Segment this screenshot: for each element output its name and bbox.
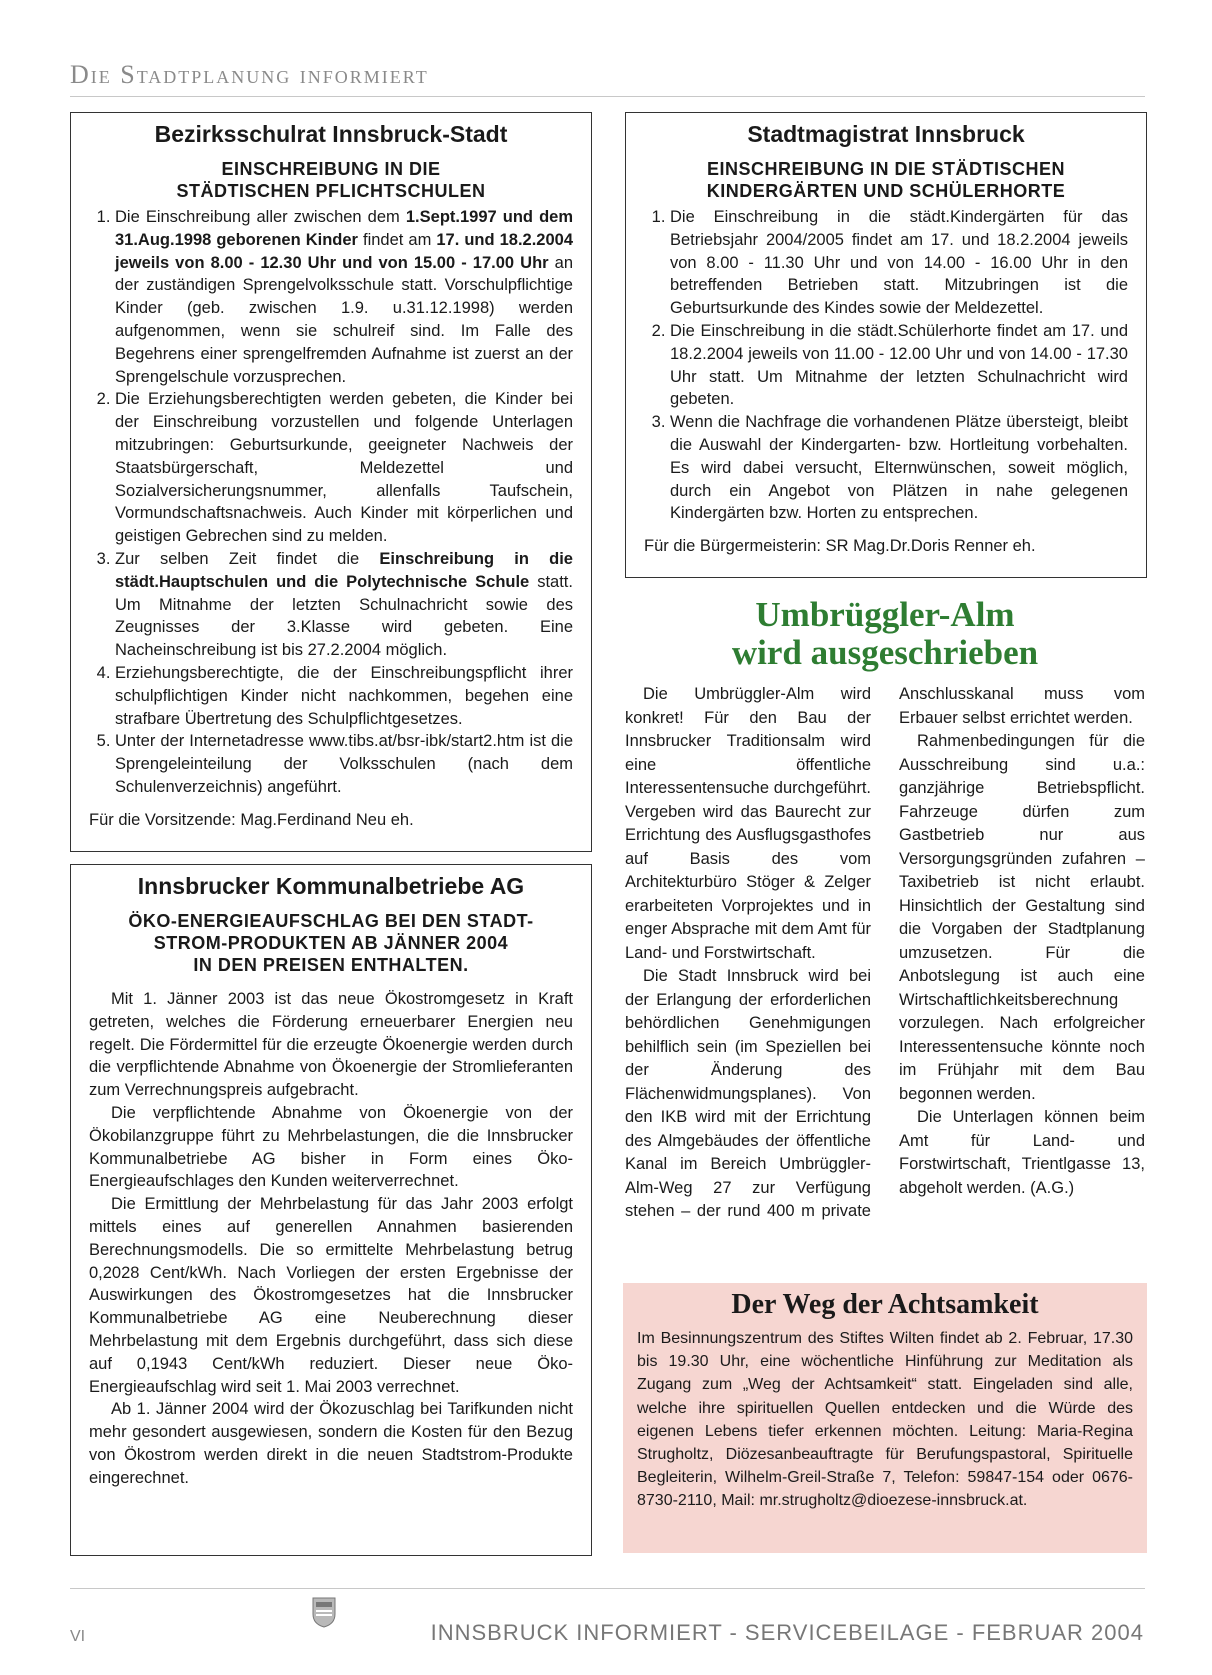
school-box-subtitle: EINSCHREIBUNG IN DIE STÄDTISCHEN PFLICHTSCHULEN: [176, 159, 486, 201]
ikb-body: [89, 988, 573, 1490]
footer-publication: INNSBRUCK INFORMIERT - SERVICEBEILAGE - FEBRUAR 2004: [430, 1620, 1144, 1645]
ikb-box-subtitle: ÖKO-ENERGIEAUFSCHLAG BEI DEN STADT- STROM-PRODUKTEN AB JÄNNER 2004 IN DEN PREISEN ENTHALTEN.: [128, 911, 534, 975]
school-list: [89, 206, 573, 799]
alm-paragraph: Rahmenbedingungen für die Ausschreibung sind u.a.: ganzjährige Betriebspflicht. Fahrzeuge dürfen zum Gastbetrieb nur aus Versorgungsgründen zufahren – Taxibetrieb ist nicht erlaubt. Hinsichtlich der Gestaltung sind die Vorgaben der Stadtplanung umzusetzen. Für die Anbotslegung ist auch eine Wirtschaftlichkeitsberechnung vorzulegen. Nach erfolgreicher Interessentensuche könnte noch im Frühjahr mit dem Bau begonnen werden.: [899, 732, 1145, 1103]
list-item: [115, 730, 573, 798]
achtsamkeit-box: [623, 1283, 1147, 1553]
school-box-title: Bezirksschulrat Innsbruck-Stadt: [154, 121, 508, 147]
text-run: Erziehungsberechtigte, die der Einschreibungspflicht ihrer schulpflichtigen Kinder nicht nachkommen, begehen eine strafbare Übertretung des Schulpflichtgesetzes.: [115, 663, 573, 728]
text-run: an der zuständigen Sprengelvolksschule statt. Vorschulpflichtige Kinder (geb. zwischen 1.9. u.31.12.1998) werden aufgenommen, wenn sie schulreif sind. Im Falle des Begehrens einer sprengelfremden Aufnahme ist zuerst an der Sprengelschule vorzusprechen.: [115, 253, 573, 386]
text-run: Zur selben Zeit findet die: [115, 549, 380, 568]
ikb-paragraph: Die Ermittlung der Mehrbelastung für das Jahr 2003 erfolgt mittels eines auf generellen Annahmen basierenden Berechnungsmodells. Die so ermittelte Mehrbelastung betrug 0,2028 Cent/kWh. Nach Vorliegen der ersten Ergebnisse der Auswirkungen des Ökostromgesetzes hat die Innsbrucker Kommunalbetriebe AG eine Neuberechnung dieser Mehrbelastung mit dem Ergebnis durchgeführt, dass sich diese auf 0,1943 Cent/kWh reduziert. Dieser neue Öko-Energieaufschlag wird seit 1. Mai 2003 verrechnet.: [89, 1195, 573, 1396]
innsbruck-crest-icon: [311, 1596, 337, 1628]
bold-text: 1.Sept.1997 und dem 31.Aug.1998 geborenen Kinder: [115, 208, 574, 249]
ikb-paragraph: Ab 1. Jänner 2004 wird der Ökozuschlag bei Tarifkunden nicht mehr gesondert ausgewiesen, sondern die Kosten für den Bezug von Ökostrom werden direkt in die neuen Stadtstrom-Produkte eingerechnet.: [89, 1400, 573, 1487]
text-run: statt. Um Mitnahme der letzten Schulnachricht sowie des Zeugnisses der 3.Klasse wird gebeten. Eine Nacheinschreibung ist bis 27.2.2004 möglich.: [115, 572, 573, 660]
page-header: Die Stadtplanung informiert: [70, 60, 429, 89]
alm-paragraph: Die Umbrüggler-Alm wird konkret! Für den Bau der Innsbrucker Traditionsalm wird eine öffentliche Interessentensuche durchgeführt. Vergeben wird das Baurecht zur Errichtung des Ausflugsgasthofes auf Basis des vom Architekturbüro Stöger & Zelger erarbeiteten Vorprojektes und in enger Absprache mit dem Amt für Land- und Forstwirtschaft.: [625, 685, 871, 962]
list-item: [115, 662, 573, 730]
header-divider: [70, 96, 1145, 97]
magistrat-box-subtitle: EINSCHREIBUNG IN DIE STÄDTISCHEN KINDERGÄRTEN UND SCHÜLERHORTE: [706, 159, 1066, 201]
ikb-paragraph: Mit 1. Jänner 2003 ist das neue Ökostromgesetz in Kraft getreten, welches die Förderung erneuerbarer Energien neu regelt. Die Fördermittel für die erzeugte Ökoenergie werden durch die verpflichtende Abnahme von Ökoenergie der Stromlieferanten zum Verrechnungspreis aufgebracht.: [89, 990, 573, 1100]
bold-text: 17. und 18.2.2004 jeweils von 8.00 - 12.30 Uhr und von 15.00 - 17.00 Uhr: [115, 230, 573, 272]
list-item: [115, 548, 573, 662]
achtsamkeit-title: Der Weg der Achtsamkeit: [731, 1289, 1039, 1320]
list-item: 2. Die Einschreibung in die städt.Schülerhorte findet am 17. und 18.2.2004 jeweils von 11.00 - 12.00 Uhr und von 14.00 - 17.30 Uhr statt. Um Mitnahme der letzten Schulnachricht wird gebeten.: [670, 320, 1128, 411]
list-item: 1. Die Einschreibung in die städt.Kindergärten für das Betriebsjahr 2004/2005 findet am 17. und 18.2.2004 jeweils von 8.00 - 11.30 Uhr und von 14.00 - 16.00 Uhr in den betreffenden Betrieben statt. Mitzubringen ist die Geburtsurkunde des Kindes sowie der Meldezettel.: [670, 206, 1128, 320]
magistrat-box: [625, 112, 1147, 578]
school-signature: Für die Vorsitzende: Mag.Ferdinand Neu eh.: [89, 810, 414, 829]
magistrat-signature: Für die Bürgermeisterin: SR Mag.Dr.Doris Renner eh.: [644, 537, 1036, 556]
alm-article-body: [625, 683, 1145, 1265]
bold-text: Einschreibung in die städt.Hauptschulen und die Polytechnische Schule: [115, 549, 573, 591]
page-number: VI: [70, 1628, 86, 1645]
magistrat-list: [644, 206, 1128, 525]
ikb-paragraph: Die verpflichtende Abnahme von Ökoenergie von der Ökobilanzgruppe führt zu Mehrbelastungen, die die Innsbrucker Kommunalbetriebe AG bisher in Form eines Öko-Energieaufschlages den Kunden weiterverrechnet.: [89, 1103, 573, 1191]
alm-paragraph: Die Unterlagen können beim Amt für Land- und Forstwirtschaft, Trientlgasse 13, abgeholt werden. (A.G.): [899, 1108, 1145, 1197]
achtsamkeit-text: Im Besinnungszentrum des Stiftes Wilten findet ab 2. Februar, 17.30 bis 19.30 Uhr, eine wöchentliche Hinführung zur Meditation als Zugang zum „Weg der Achtsamkeit“ statt. Eingeladen sind alle, welche ihre spirituellen Quellen entdecken und die Würde des eigenen Lebens tiefer erkennen möchten. Leitung: Maria-Regina Strugholtz, Diözesanbeauftragte für Berufungspastoral, Spirituelle Begleiterin, Wilhelm-Greil-Straße 7, Telefon: 59847-154 oder 0676-8730-2110, Mail: mr.strugholtz@dioezese-innsbruck.at.: [637, 1330, 1133, 1510]
list-item: 3. Wenn die Nachfrage die vorhandenen Plätze übersteigt, bleibt die Auswahl der Kindergarten- bzw. Hortleitung vorbehalten. Es wird dabei versucht, Elternwünschen, soweit möglich, durch ein Angebot von Plätzen in nahe gelegenen Kindergärten bzw. Horten zu entsprechen.: [670, 411, 1128, 525]
ikb-box: [70, 864, 592, 1556]
text-run: Die Einschreibung aller zwischen dem: [115, 208, 406, 226]
alm-headline: Umbrüggler-Alm wird ausgeschrieben: [731, 595, 1039, 672]
magistrat-box-title: Stadtmagistrat Innsbruck: [747, 121, 1025, 147]
alm-paragraph: Die Stadt Innsbruck wird bei der Erlangung der erforderlichen behördlichen Genehmigungen behilflich sein (im Speziellen bei der Änderung des Flächenwidmungsplanes). Von den IKB wird mit der Errichtung des Almgebäudes der öffentliche Kanal im Bereich Umbrüggler-Alm-Weg 27 zur Verfügung stehen – der rund 400 m private Anschlusskanal muss vom Erbauer selbst errichtet werden.: [625, 685, 1145, 1220]
ikb-box-title: Innsbrucker Kommunalbetriebe AG: [137, 873, 525, 899]
list-item: [115, 206, 573, 388]
school-box: [70, 112, 592, 852]
list-item: [115, 388, 573, 548]
text-run: Die Erziehungsberechtigten werden gebeten, die Kinder bei der Einschreibung vorzustellen und folgende Unterlagen mitzubringen: Geburtsurkunde, geeigneter Nachweis der Staatsbürgerschaft, Meldezettel und Sozialversicherungsnummer, allenfalls Taufschein, Vormundschaftsnachweis. Auch Kinder mit körperlichen und geistigen Gebrechen sind zu melden.: [115, 390, 573, 546]
footer-divider: [70, 1588, 1145, 1589]
text-run: findet am: [357, 230, 437, 249]
text-run: Unter der Internetadresse www.tibs.at/bsr-ibk/start2.htm ist die Sprengeleinteilung der Volksschulen (nach dem Schulenverzeichnis) angeführt.: [115, 732, 573, 796]
